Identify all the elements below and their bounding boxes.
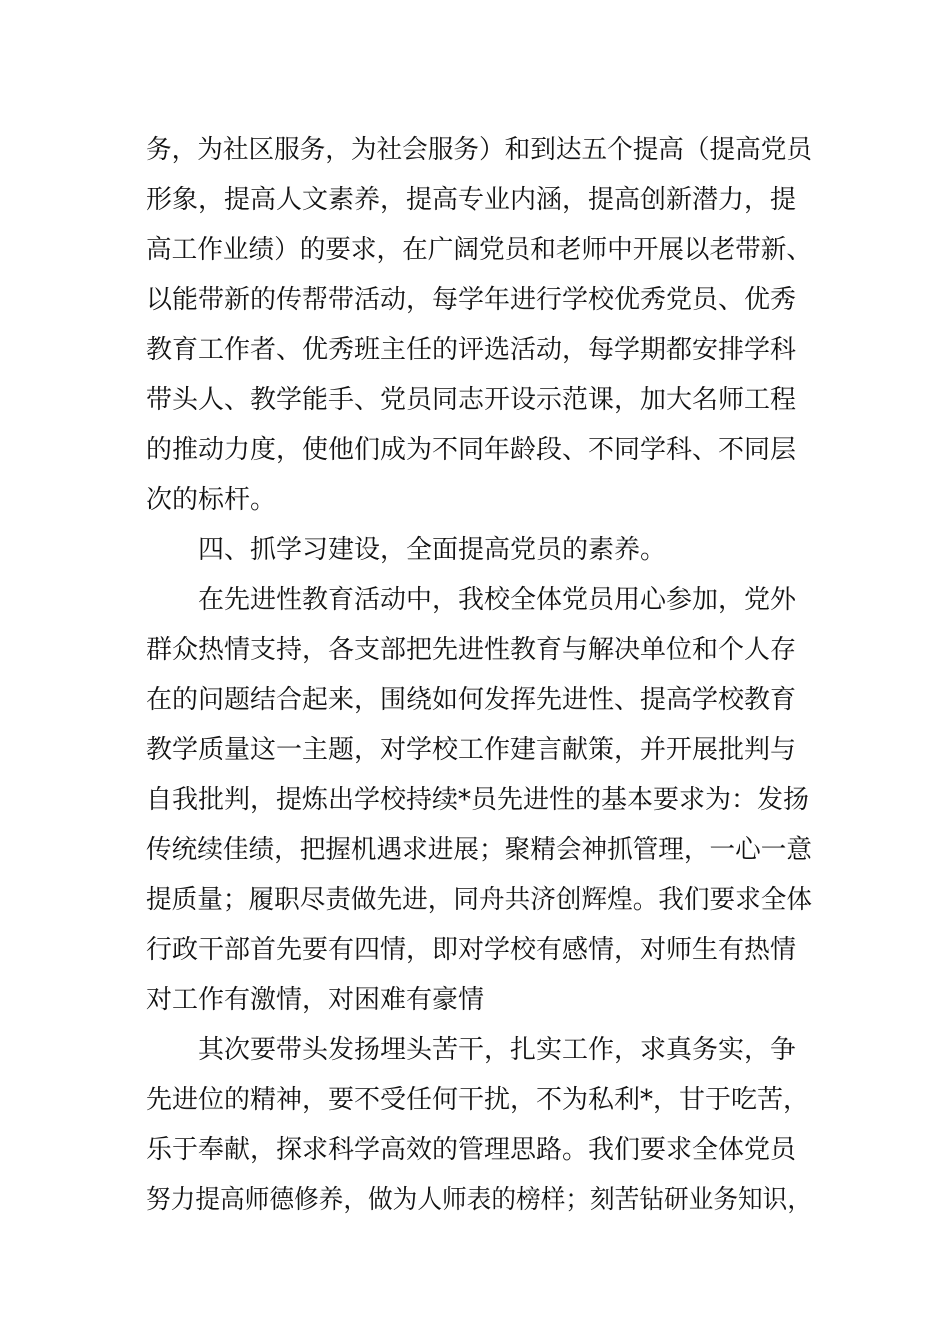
text-line: 提质量；履职尽责做先进，同舟共济创辉煌。我们要求全体 [146,885,813,915]
text-line: 其次要带头发扬埋头苦干，扎实工作，求真务实，争 [198,1035,797,1065]
text-line: 高工作业绩）的要求，在广阔党员和老师中开展以老带新、 [146,235,813,265]
text-line: 教育工作者、优秀班主任的评选活动，每学期都安排学科 [146,335,797,365]
text-line: 教学质量这一主题，对学校工作建言献策，并开展批判与 [146,735,797,765]
text-line: 乐于奉献，探求科学高效的管理思路。我们要求全体党员 [146,1135,797,1165]
text-line: 对工作有激情，对困难有豪情 [146,985,485,1015]
text-line: 努力提高师德修养，做为人师表的榜样；刻苦钻研业务知识， [146,1185,813,1215]
text-line: 在的问题结合起来，围绕如何发挥先进性、提高学校教育 [146,685,797,715]
text-line: 次的标杆。 [146,485,277,515]
text-line: 形象，提高人文素养，提高专业内涵，提高创新潜力，提 [146,185,797,215]
text-line: 先进位的精神，要不受任何干扰，不为私利*，甘于吃苦， [146,1085,810,1115]
section-heading: 四、抓学习建设，全面提高党员的素养。 [198,535,667,565]
text-line: 传统续佳绩，把握机遇求进展；聚精会神抓管理，一心一意 [146,835,813,865]
text-line: 行政干部首先要有四情，即对学校有感情，对师生有热情 [146,935,797,965]
text-line: 群众热情支持，各支部把先进性教育与解决单位和个人存 [146,635,797,665]
text-line: 务，为社区服务，为社会服务）和到达五个提高（提高党员 [146,135,813,165]
text-line: 在先进性教育活动中，我校全体党员用心参加，党外 [198,585,797,615]
text-line: 自我批判，提炼出学校持续*员先进性的基本要求为：发扬 [146,785,810,815]
text-line: 的推动力度，使他们成为不同年龄段、不同学科、不同层 [146,435,797,465]
text-line: 以能带新的传帮带活动，每学年进行学校优秀党员、优秀 [146,285,797,315]
text-line: 带头人、教学能手、党员同志开设示范课，加大名师工程 [146,385,797,415]
